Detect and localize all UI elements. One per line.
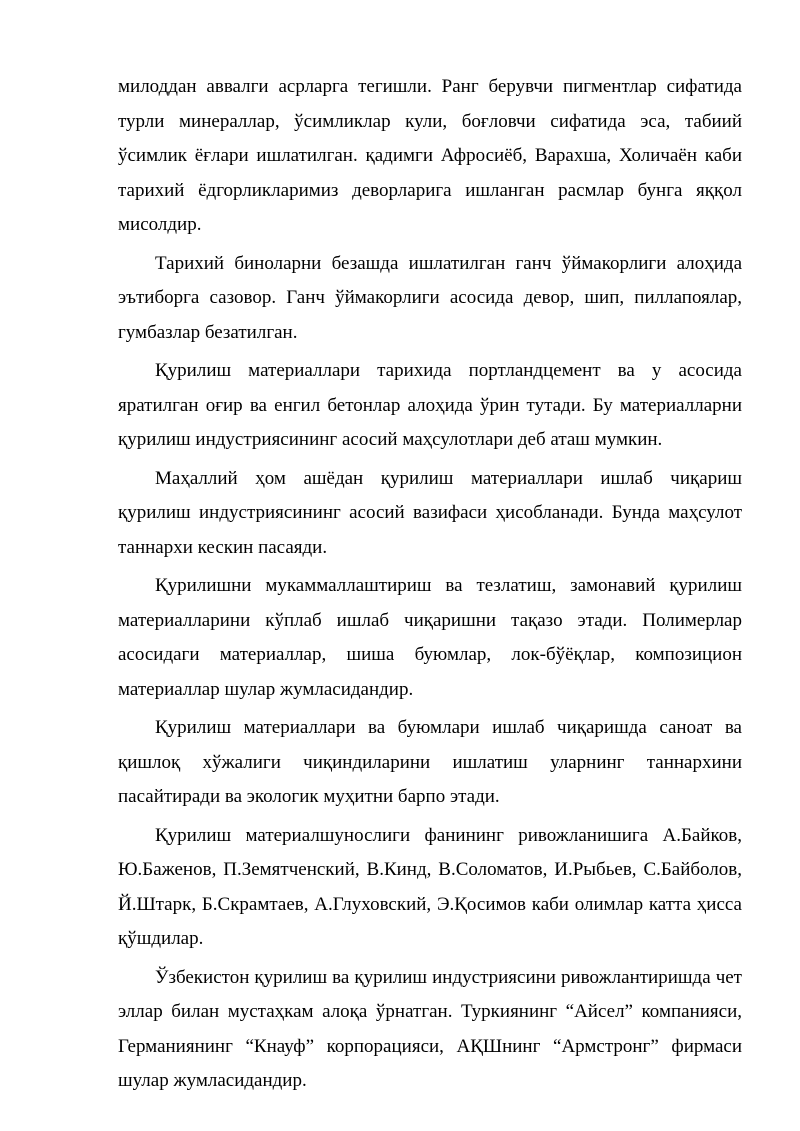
paragraph-continuation: милоддан аввалги асрларга тегишли. Ранг берувчи пигментлар сифатида турли минераллар, ўсимликлар кули, боғловчи сифатида эса, табиий ўсимлик ёғлари ишлатилган. қадимги Афросиёб, Варахша, Холичаён каби тарихий ёдгорликларимиз деворларига ишланган расмлар бунга яққол мисолдир. (118, 76, 742, 235)
paragraph-local-raw-materials: Маҳаллий ҳом ашёдан қурилиш материаллари ишлаб чиқариш қурилиш индустриясининг асосий вазифаси ҳисобланади. Бунда маҳсулот таннархи кескин пасаяди. (118, 467, 742, 558)
document-page (118, 70, 742, 1103)
paragraph-foreign-cooperation: Ўзбекистон қурилиш ва қурилиш индустриясини ривожлантиришда чет эллар билан мустаҳкам алоқа ўрнатган. Туркиянинг “Айсел” компанияси, Германиянинг “Кнауф” корпорацияси, АҚШнинг “Армстронг” фирмаси шулар жумласидандир. (118, 966, 742, 1091)
paragraph-waste-usage: Қурилиш материаллари ва буюмлари ишлаб чиқаришда саноат ва қишлоқ хўжалиги чиқиндиларини ишлатиш уларнинг таннархини пасайтиради ва экологик муҳитни барпо этади. (118, 717, 742, 807)
paragraph-modern-materials: Қурилишни мукаммаллаштириш ва тезлатиш, замонавий қурилиш материалларини кўплаб ишлаб чиқаришни тақазо этади. Полимерлар асосидаги материаллар, шиша буюмлар, лок-бўёқлар, композицион материаллар шулар жумласидандир. (118, 575, 742, 700)
paragraph-ganch-carving: Тарихий биноларни безашда ишлатилган ганч ўймакорлиги алоҳида эътиборга сазовор. Ганч ўймакорлиги асосида девор, шип, пиллапоялар, гумбазлар безатилган. (118, 252, 742, 343)
paragraph-portland-cement: Қурилиш материаллари тарихида портландцемент ва у асосида яратилган оғир ва енгил бетонлар алоҳида ўрин тутади. Бу материалларни қурилиш индустриясининг асосий маҳсулотлари деб аташ мумкин. (118, 360, 742, 450)
paragraph-scientists: Қурилиш материалшунослиги фанининг ривожланишига А.Байков, Ю.Баженов, П.Земятченский, В.Кинд, В.Соломатов, И.Рыбьев, С.Байболов, Й.Штарк, Б.Скрамтаев, А.Глуховский, Э.Қосимов каби олимлар катта ҳисса қўшдилар. (118, 824, 742, 949)
